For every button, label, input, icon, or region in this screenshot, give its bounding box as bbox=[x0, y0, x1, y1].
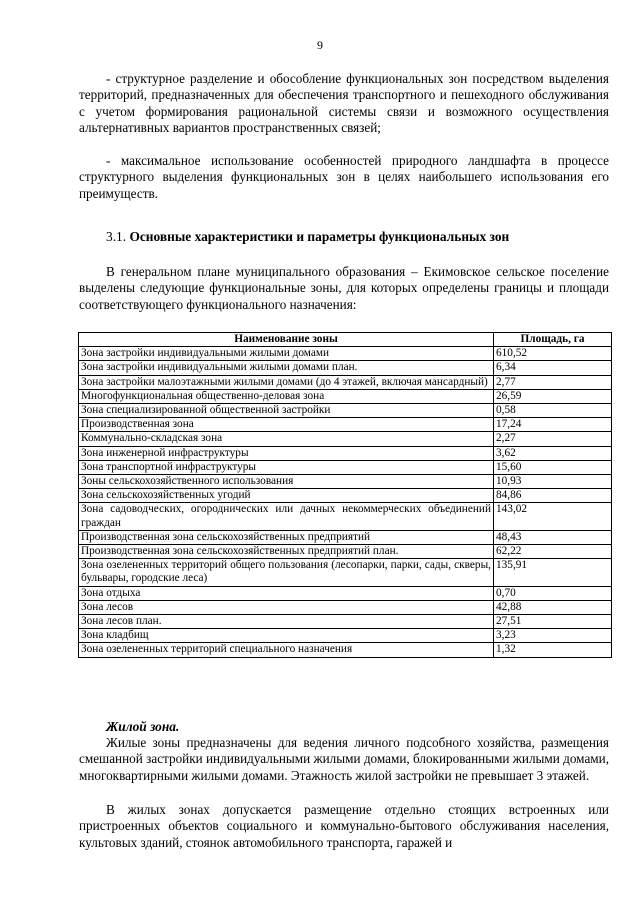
zones-table-body bbox=[79, 347, 612, 657]
table-row bbox=[79, 460, 612, 474]
zone-name-cell: Зона застройки индивидуальными жилыми домами план. bbox=[79, 361, 494, 375]
paragraph-landscape: - максимальное использование особенностей природного ландшафта в процессе структурного выделения функциональных зон в целях наибольшего использования его преимуществ. bbox=[79, 153, 609, 201]
paragraph-residential-objects: В жилых зонах допускается размещение отдельно стоящих встроенных или пристроенных объектов социального и коммунально-бытового обслуживания населения, культовых зданий, стоянок автомобильного транспорта, гаражей и bbox=[79, 802, 609, 850]
residential-zone-heading: Жилой зона. bbox=[106, 719, 180, 734]
paragraph-intro: В генеральном плане муниципального образования – Екимовское сельское поселение выделены следующие функциональные зоны, для которых определены границы и площади соответствующего функционального назначения: bbox=[79, 264, 609, 312]
zone-area-cell: 143,02 bbox=[494, 503, 612, 530]
zone-name-cell: Многофункциональная общественно-деловая зона bbox=[79, 389, 494, 403]
zone-name-cell: Зона садоводческих, огороднических или дачных некоммерческих объединений граждан bbox=[79, 503, 494, 530]
zone-area-cell: 42,88 bbox=[494, 600, 612, 614]
zone-area-cell: 17,24 bbox=[494, 418, 612, 432]
zone-name-cell: Коммунально-складская зона bbox=[79, 432, 494, 446]
zone-name-cell: Зона кладбищ bbox=[79, 629, 494, 643]
paragraph-residential-purpose: Жилые зоны предназначены для ведения личного подсобного хозяйства, размещения смешанной застройки индивидуальными жилыми домами, блокированными жилыми домами, многоквартирными жилыми домами. Этажность жилой застройки не превышает 3 этажей. bbox=[79, 735, 609, 783]
zone-name-cell: Зона транспортной инфраструктуры bbox=[79, 460, 494, 474]
table-row bbox=[79, 489, 612, 503]
table-row bbox=[79, 600, 612, 614]
zone-area-cell: 1,32 bbox=[494, 643, 612, 657]
zone-area-cell: 6,34 bbox=[494, 361, 612, 375]
zone-area-cell: 135,91 bbox=[494, 559, 612, 586]
section-number: 3.1. bbox=[106, 229, 127, 244]
table-row bbox=[79, 545, 612, 559]
zone-name-cell: Зона лесов план. bbox=[79, 615, 494, 629]
zone-area-cell: 26,59 bbox=[494, 389, 612, 403]
zone-name-cell: Зона озелененных территорий специального назначения bbox=[79, 643, 494, 657]
zone-name-cell: Зона застройки индивидуальными жилыми домами bbox=[79, 347, 494, 361]
zone-name-cell: Зона лесов bbox=[79, 600, 494, 614]
header-area: Площадь, га bbox=[494, 333, 612, 347]
zones-table bbox=[78, 332, 612, 658]
table-row bbox=[79, 586, 612, 600]
header-zone-name: Наименование зоны bbox=[79, 333, 494, 347]
zone-area-cell: 610,52 bbox=[494, 347, 612, 361]
zone-name-cell: Зона сельскохозяйственных угодий bbox=[79, 489, 494, 503]
table-row bbox=[79, 629, 612, 643]
zone-name-cell: Зона специализированной общественной застройки bbox=[79, 404, 494, 418]
table-header-row bbox=[79, 333, 612, 347]
table-row bbox=[79, 418, 612, 432]
zone-name-cell: Производственная зона bbox=[79, 418, 494, 432]
zone-area-cell: 3,62 bbox=[494, 446, 612, 460]
table-row bbox=[79, 503, 612, 530]
zone-name-cell: Зона застройки малоэтажными жилыми домами (до 4 этажей, включая мансардный) bbox=[79, 375, 494, 389]
zone-area-cell: 15,60 bbox=[494, 460, 612, 474]
table-row bbox=[79, 615, 612, 629]
zone-area-cell: 3,23 bbox=[494, 629, 612, 643]
table-row bbox=[79, 361, 612, 375]
table-row bbox=[79, 475, 612, 489]
page-number: 9 bbox=[317, 38, 323, 52]
zone-area-cell: 2,27 bbox=[494, 432, 612, 446]
zone-name-cell: Зона озелененных территорий общего пользования (лесопарки, парки, сады, скверы, бульвары, городские леса) bbox=[79, 559, 494, 586]
section-title: Основные характеристики и параметры функциональных зон bbox=[129, 229, 510, 244]
table-row bbox=[79, 347, 612, 361]
zone-area-cell: 62,22 bbox=[494, 545, 612, 559]
zone-name-cell: Зона отдыха bbox=[79, 586, 494, 600]
table-row bbox=[79, 375, 612, 389]
zone-area-cell: 84,86 bbox=[494, 489, 612, 503]
zone-area-cell: 10,93 bbox=[494, 475, 612, 489]
section-heading bbox=[106, 229, 616, 245]
zone-area-cell: 2,77 bbox=[494, 375, 612, 389]
table-row bbox=[79, 530, 612, 544]
zone-name-cell: Зоны сельскохозяйственного использования bbox=[79, 475, 494, 489]
table-row bbox=[79, 389, 612, 403]
zone-area-cell: 0,70 bbox=[494, 586, 612, 600]
zone-name-cell: Производственная зона сельскохозяйственных предприятий план. bbox=[79, 545, 494, 559]
table-row bbox=[79, 643, 612, 657]
zone-name-cell: Зона инженерной инфраструктуры bbox=[79, 446, 494, 460]
table-row bbox=[79, 559, 612, 586]
zone-area-cell: 0,58 bbox=[494, 404, 612, 418]
paragraph-transport-zones: - структурное разделение и обособление функциональных зон посредством выделения территорий, предназначенных для обеспечения транспортного и пешеходного обслуживания с учетом формирования рациональной системы связи и возможного осуществления альтернативных вариантов пространственных связей; bbox=[79, 71, 609, 135]
zone-name-cell: Производственная зона сельскохозяйственных предприятий bbox=[79, 530, 494, 544]
table-row bbox=[79, 404, 612, 418]
zone-area-cell: 27,51 bbox=[494, 615, 612, 629]
table-row bbox=[79, 432, 612, 446]
zone-area-cell: 48,43 bbox=[494, 530, 612, 544]
table-row bbox=[79, 446, 612, 460]
